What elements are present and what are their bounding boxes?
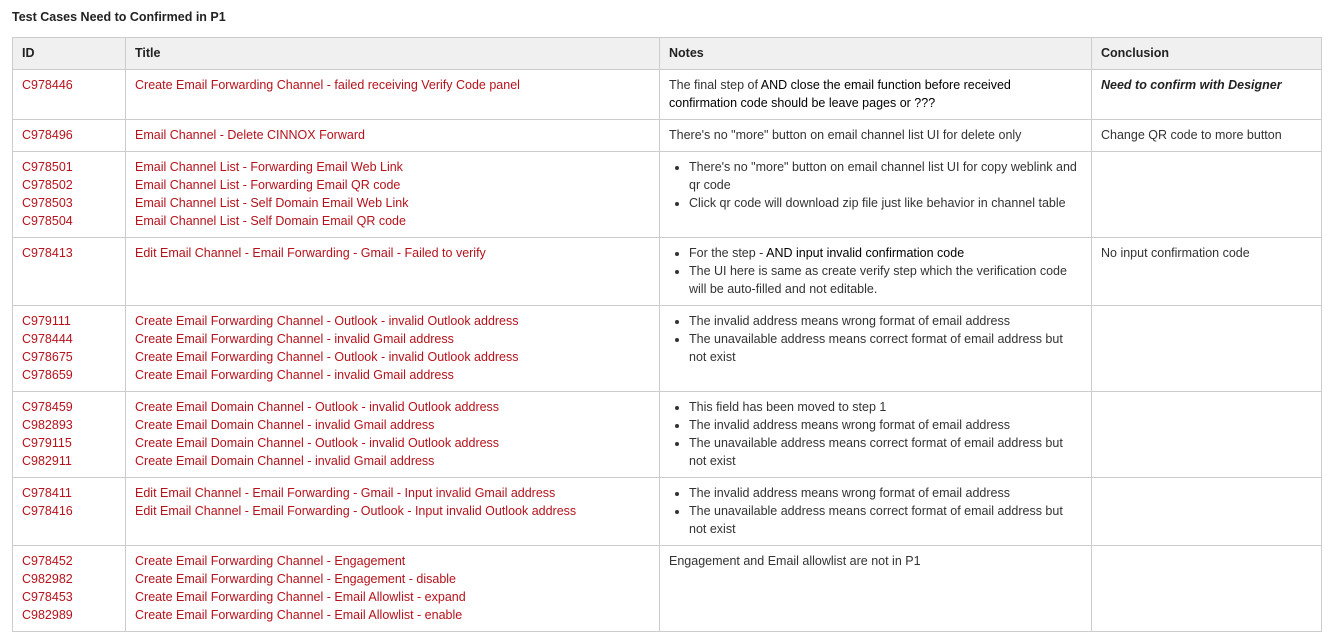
test-case-title-link[interactable]: Email Channel List - Forwarding Email QR code xyxy=(135,178,401,192)
test-case-title-link[interactable]: Edit Email Channel - Email Forwarding - Outlook - Input invalid Outlook address xyxy=(135,504,577,518)
notes-list-item xyxy=(689,416,1082,434)
cell-id xyxy=(13,392,126,478)
test-case-id-link[interactable]: C982893 xyxy=(22,418,73,432)
cell-conclusion xyxy=(1092,70,1322,120)
test-case-title-link[interactable]: Email Channel List - Forwarding Email Web Link xyxy=(135,160,403,174)
test-case-title-link[interactable]: Create Email Forwarding Channel - Engagement xyxy=(135,554,406,568)
test-case-id-link[interactable]: C978503 xyxy=(22,196,73,210)
test-case-title-link[interactable]: Create Email Forwarding Channel - Email Allowlist - enable xyxy=(135,608,463,622)
notes-list-item xyxy=(689,502,1082,538)
test-case-id-link[interactable]: C978459 xyxy=(22,400,73,414)
table-row xyxy=(13,546,1322,632)
test-case-title-link[interactable]: Email Channel List - Self Domain Email QR code xyxy=(135,214,406,228)
test-case-id-link[interactable]: C978413 xyxy=(22,246,73,260)
note-emphasis: AND close the email function before received confirmation code should be leave pages or ??? xyxy=(669,78,1011,110)
note-text: There's no "more" button on email channel list UI for copy weblink and qr code xyxy=(689,160,1077,192)
test-case-id-link[interactable]: C978496 xyxy=(22,128,73,142)
test-case-title-link[interactable]: Create Email Forwarding Channel - failed receiving Verify Code panel xyxy=(135,78,520,92)
cell-conclusion xyxy=(1092,152,1322,238)
cell-id xyxy=(13,70,126,120)
column-header-notes: Notes xyxy=(660,38,1092,70)
note-text: For the step - xyxy=(689,246,767,260)
notes-list xyxy=(669,484,1082,538)
cell-title xyxy=(126,478,660,546)
table-row xyxy=(13,478,1322,546)
note-text: The unavailable address means correct format of email address but not exist xyxy=(689,332,1063,364)
test-case-title-link[interactable]: Create Email Domain Channel - Outlook - invalid Outlook address xyxy=(135,400,500,414)
test-case-title-link[interactable]: Email Channel - Delete CINNOX Forward xyxy=(135,128,365,142)
cell-title xyxy=(126,238,660,306)
cell-title xyxy=(126,392,660,478)
note-text: The UI here is same as create verify step which the verification code will be auto-filled and not editable. xyxy=(689,264,1067,296)
cell-title xyxy=(126,546,660,632)
cell-conclusion xyxy=(1092,120,1322,152)
test-case-id-link[interactable]: C978501 xyxy=(22,160,73,174)
test-case-id-link[interactable]: C982911 xyxy=(22,454,72,468)
note-text: The unavailable address means correct format of email address but not exist xyxy=(689,504,1063,536)
cell-notes xyxy=(660,306,1092,392)
column-header-title: Title xyxy=(126,38,660,70)
cell-id xyxy=(13,120,126,152)
notes-list xyxy=(669,244,1082,298)
column-header-id: ID xyxy=(13,38,126,70)
test-case-id-link[interactable]: C982989 xyxy=(22,608,73,622)
cell-id xyxy=(13,152,126,238)
notes-list xyxy=(669,312,1082,366)
table-row xyxy=(13,120,1322,152)
table-header-row xyxy=(13,38,1322,70)
note-text: Click qr code will download zip file just like behavior in channel table xyxy=(689,196,1066,210)
notes-list-item xyxy=(689,484,1082,502)
test-case-title-link[interactable]: Email Channel List - Self Domain Email Web Link xyxy=(135,196,409,210)
test-case-id-link[interactable]: C978411 xyxy=(22,486,72,500)
cell-conclusion xyxy=(1092,478,1322,546)
cell-notes xyxy=(660,120,1092,152)
conclusion-text: Change QR code to more button xyxy=(1101,128,1282,142)
test-case-id-link[interactable]: C982982 xyxy=(22,572,73,586)
test-case-id-link[interactable]: C979115 xyxy=(22,436,72,450)
note-text: The final step of xyxy=(669,78,761,92)
table-row xyxy=(13,238,1322,306)
column-header-conclusion: Conclusion xyxy=(1092,38,1322,70)
test-case-title-link[interactable]: Create Email Forwarding Channel - Outlook - invalid Outlook address xyxy=(135,314,519,328)
conclusion-text: Need to confirm with Designer xyxy=(1101,78,1282,92)
cell-title xyxy=(126,152,660,238)
cell-notes xyxy=(660,478,1092,546)
cell-notes xyxy=(660,152,1092,238)
notes-list-item xyxy=(689,262,1082,298)
notes-list-item xyxy=(689,158,1082,194)
cell-id xyxy=(13,478,126,546)
test-case-title-link[interactable]: Create Email Forwarding Channel - invalid Gmail address xyxy=(135,368,454,382)
cell-notes xyxy=(660,392,1092,478)
notes-list-item xyxy=(689,244,1082,262)
test-case-id-link[interactable]: C978453 xyxy=(22,590,73,604)
test-case-title-link[interactable]: Create Email Forwarding Channel - Email Allowlist - expand xyxy=(135,590,466,604)
test-case-id-link[interactable]: C978659 xyxy=(22,368,73,382)
test-case-id-link[interactable]: C978504 xyxy=(22,214,73,228)
notes-list xyxy=(669,158,1082,212)
test-case-title-link[interactable]: Edit Email Channel - Email Forwarding - Gmail - Input invalid Gmail address xyxy=(135,486,556,500)
note-emphasis: AND input invalid confirmation code xyxy=(766,246,965,260)
cell-conclusion xyxy=(1092,306,1322,392)
test-case-title-link[interactable]: Create Email Domain Channel - invalid Gmail address xyxy=(135,454,435,468)
cell-conclusion xyxy=(1092,238,1322,306)
table-row xyxy=(13,152,1322,238)
cell-title xyxy=(126,70,660,120)
notes-list xyxy=(669,398,1082,470)
cell-id xyxy=(13,238,126,306)
cell-notes xyxy=(660,238,1092,306)
notes-list-item xyxy=(689,312,1082,330)
cell-title xyxy=(126,306,660,392)
table-row xyxy=(13,70,1322,120)
note-text: The invalid address means wrong format of email address xyxy=(689,314,1010,328)
notes-list-item xyxy=(689,398,1082,416)
test-case-id-link[interactable]: C978452 xyxy=(22,554,73,568)
cell-conclusion xyxy=(1092,392,1322,478)
notes-list-item xyxy=(689,330,1082,366)
table-row xyxy=(13,392,1322,478)
note-text: The unavailable address means correct format of email address but not exist xyxy=(689,436,1063,468)
test-case-id-link[interactable]: C978502 xyxy=(22,178,73,192)
table-row xyxy=(13,306,1322,392)
test-case-title-link[interactable]: Create Email Forwarding Channel - Outlook - invalid Outlook address xyxy=(135,350,519,364)
test-case-title-link[interactable]: Edit Email Channel - Email Forwarding - Gmail - Failed to verify xyxy=(135,246,486,260)
test-case-id-link[interactable]: C978675 xyxy=(22,350,73,364)
test-case-title-link[interactable]: Create Email Domain Channel - Outlook - invalid Outlook address xyxy=(135,436,500,450)
test-cases-table xyxy=(12,37,1322,632)
cell-notes xyxy=(660,70,1092,120)
cell-notes xyxy=(660,546,1092,632)
note-text: Engagement and Email allowlist are not in P1 xyxy=(669,554,921,568)
cell-conclusion xyxy=(1092,546,1322,632)
cell-title xyxy=(126,120,660,152)
note-text: The invalid address means wrong format of email address xyxy=(689,418,1010,432)
test-case-id-link[interactable]: C978444 xyxy=(22,332,73,346)
notes-list-item xyxy=(689,194,1082,212)
test-case-title-link[interactable]: Create Email Domain Channel - invalid Gmail address xyxy=(135,418,435,432)
test-case-id-link[interactable]: C978446 xyxy=(22,78,73,92)
note-text: This field has been moved to step 1 xyxy=(689,400,887,414)
note-text: There's no "more" button on email channel list UI for delete only xyxy=(669,128,1022,142)
cell-id xyxy=(13,546,126,632)
notes-list-item xyxy=(689,434,1082,470)
page-heading: Test Cases Need to Confirmed in P1 xyxy=(12,10,226,24)
test-case-title-link[interactable]: Create Email Forwarding Channel - Engagement - disable xyxy=(135,572,456,586)
test-case-id-link[interactable]: C978416 xyxy=(22,504,73,518)
test-case-title-link[interactable]: Create Email Forwarding Channel - invalid Gmail address xyxy=(135,332,454,346)
cell-id xyxy=(13,306,126,392)
conclusion-text: No input confirmation code xyxy=(1101,246,1250,260)
note-text: The invalid address means wrong format of email address xyxy=(689,486,1010,500)
test-case-id-link[interactable]: C979111 xyxy=(22,314,71,328)
